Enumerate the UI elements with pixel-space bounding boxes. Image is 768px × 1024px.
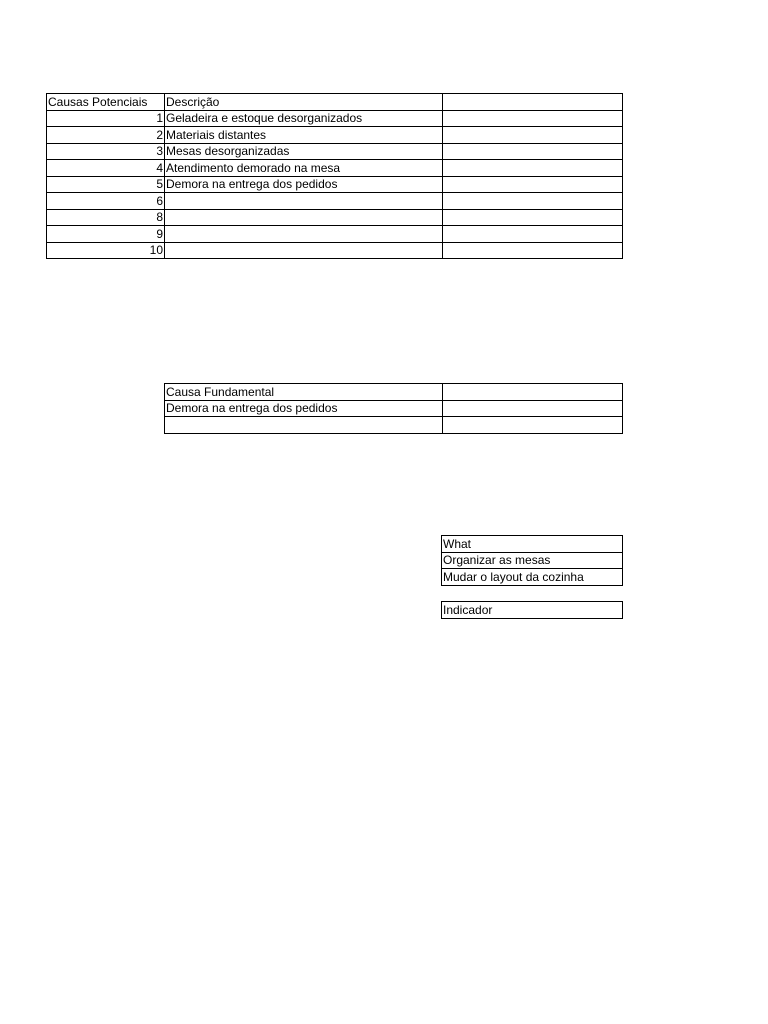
- row-extra: [443, 160, 623, 177]
- row-description: Demora na entrega dos pedidos: [165, 176, 443, 193]
- causas-potenciais-table: [46, 93, 623, 259]
- row-description: [165, 209, 443, 226]
- table-header-row: [442, 602, 623, 619]
- row-extra: [443, 127, 623, 144]
- row-number: 5: [47, 176, 165, 193]
- row-extra: [443, 209, 623, 226]
- row-description: Mesas desorganizadas: [165, 143, 443, 160]
- row-description: [165, 226, 443, 243]
- row-extra: [443, 143, 623, 160]
- row-extra: [443, 193, 623, 210]
- indicador-table: [441, 601, 623, 619]
- header-causa-fundamental: Causa Fundamental: [165, 384, 443, 401]
- table-row: [47, 226, 623, 243]
- what-item: Organizar as mesas: [442, 552, 623, 569]
- table-row: [47, 143, 623, 160]
- row-number: 3: [47, 143, 165, 160]
- table-header-row: [47, 94, 623, 111]
- row-extra: [443, 242, 623, 259]
- table-row: [442, 569, 623, 586]
- header-descricao: Descrição: [165, 94, 443, 111]
- header-what: What: [442, 536, 623, 553]
- causa-fundamental-value: Demora na entrega dos pedidos: [165, 400, 443, 417]
- table-row: [47, 127, 623, 144]
- row-number: 1: [47, 110, 165, 127]
- row-number: 10: [47, 242, 165, 259]
- header-causas-potenciais: Causas Potenciais: [47, 94, 165, 111]
- table-row: [47, 193, 623, 210]
- table-row: [165, 417, 623, 434]
- row-extra: [443, 226, 623, 243]
- row-number: 9: [47, 226, 165, 243]
- row-extra: [443, 176, 623, 193]
- what-table: [441, 535, 623, 586]
- row-number: 2: [47, 127, 165, 144]
- empty-cell: [443, 417, 623, 434]
- row-number: 6: [47, 193, 165, 210]
- table-row: [47, 242, 623, 259]
- what-item: Mudar o layout da cozinha: [442, 569, 623, 586]
- causa-fundamental-value: [165, 417, 443, 434]
- header-empty: [443, 94, 623, 111]
- row-number: 4: [47, 160, 165, 177]
- row-description: Materiais distantes: [165, 127, 443, 144]
- empty-cell: [443, 400, 623, 417]
- table-header-row: [165, 384, 623, 401]
- table-row: [47, 160, 623, 177]
- row-description: Atendimento demorado na mesa: [165, 160, 443, 177]
- table-row: [47, 110, 623, 127]
- table-row: [165, 400, 623, 417]
- empty-cell: [443, 384, 623, 401]
- row-description: [165, 193, 443, 210]
- row-number: 8: [47, 209, 165, 226]
- table-row: [47, 209, 623, 226]
- row-extra: [443, 110, 623, 127]
- row-description: [165, 242, 443, 259]
- table-header-row: [442, 536, 623, 553]
- table-row: [47, 176, 623, 193]
- row-description: Geladeira e estoque desorganizados: [165, 110, 443, 127]
- table-row: [442, 552, 623, 569]
- causa-fundamental-table: [164, 383, 623, 434]
- header-indicador: Indicador: [442, 602, 623, 619]
